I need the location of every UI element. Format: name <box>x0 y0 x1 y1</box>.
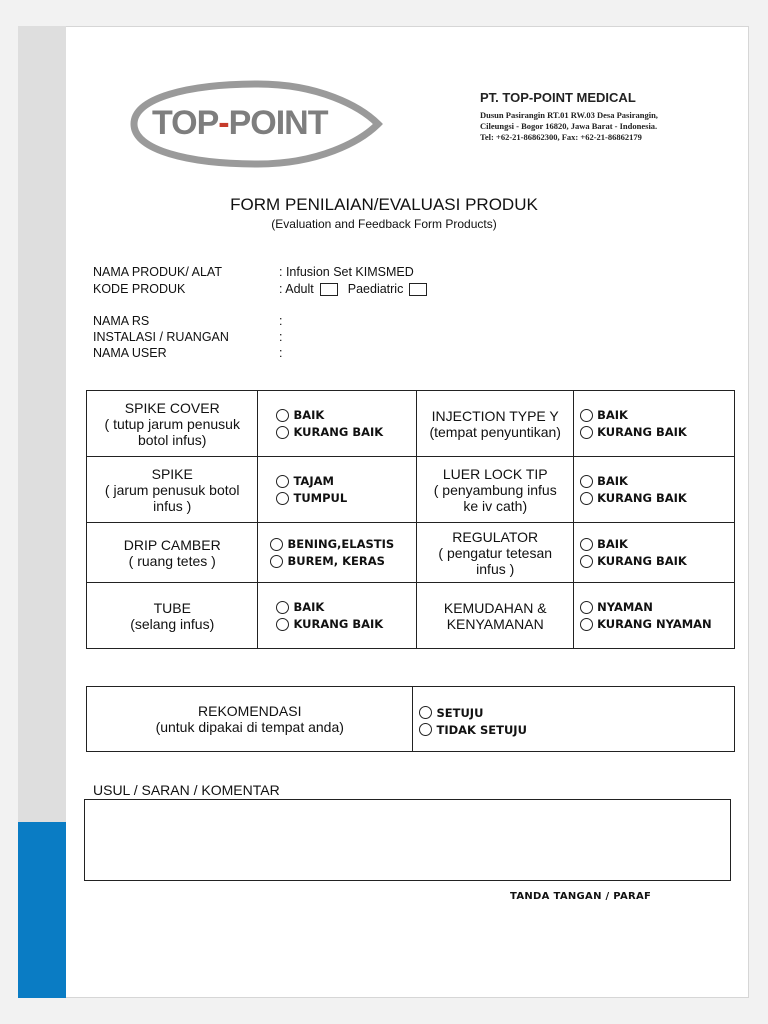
option-label: KURANG BAIK <box>597 554 687 568</box>
instalasi-field[interactable]: : <box>279 330 283 344</box>
criteria-line: DRIP CAMBER <box>123 536 221 553</box>
radio-option[interactable] <box>580 407 734 424</box>
radio-circle-icon[interactable] <box>580 492 593 505</box>
rekomendasi-sublabel: (untuk dipakai di tempat anda) <box>155 719 344 735</box>
criteria-line: (tempat penyuntikan) <box>429 423 561 440</box>
radio-circle-icon[interactable] <box>419 706 432 719</box>
adult-checkbox[interactable] <box>320 283 338 296</box>
criteria-cell <box>87 457 258 523</box>
option-label: TUMPUL <box>293 491 348 505</box>
radio-circle-icon[interactable] <box>276 492 289 505</box>
radio-option[interactable] <box>580 616 734 633</box>
option-label: BAIK <box>293 600 325 614</box>
options-cell <box>258 457 417 523</box>
radio-circle-icon[interactable] <box>580 601 593 614</box>
radio-option[interactable] <box>580 536 734 553</box>
radio-circle-icon[interactable] <box>580 475 593 488</box>
radio-circle-icon[interactable] <box>419 723 432 736</box>
criteria-line: infus ) <box>476 560 515 577</box>
side-bar-gray <box>18 26 66 822</box>
criteria-line: LUER LOCK TIP <box>442 465 548 482</box>
option-label: KURANG NYAMAN <box>597 617 712 631</box>
option-label: BAIK <box>597 474 628 488</box>
criteria-line: botol infus) <box>137 431 207 448</box>
radio-circle-icon[interactable] <box>580 538 593 551</box>
option-label: NYAMAN <box>597 600 653 614</box>
company-info <box>480 90 680 143</box>
company-name: PT. TOP-POINT MEDICAL <box>480 90 636 105</box>
criteria-cell <box>87 391 258 457</box>
criteria-line: ( jarum penusuk botol <box>104 481 240 498</box>
option-label: BENING,ELASTIS <box>287 537 395 551</box>
kode-produk-options <box>279 282 437 296</box>
criteria-cell <box>87 523 258 583</box>
logo-wordmark: TOP-POINT <box>152 104 328 142</box>
contact-line: Tel: +62-21-86862300, Fax: +62-21-86862179 <box>480 132 642 142</box>
criteria-line: infus ) <box>153 497 192 514</box>
nama-user-label: NAMA USER <box>93 346 167 360</box>
nama-produk-label: NAMA PRODUK/ ALAT <box>93 265 222 279</box>
rekomendasi-options <box>413 687 735 752</box>
criteria-line: INJECTION TYPE Y <box>431 407 559 424</box>
rekomendasi-table <box>86 686 735 752</box>
criteria-cell <box>417 583 574 649</box>
adult-label: : Adult <box>279 282 314 296</box>
radio-option[interactable] <box>580 473 734 490</box>
criteria-line: ( pengatur tetesan <box>438 544 553 561</box>
kode-produk-label: KODE PRODUK <box>93 282 186 296</box>
radio-circle-icon[interactable] <box>276 426 289 439</box>
evaluation-row <box>87 457 735 523</box>
option-label: BAIK <box>597 408 628 422</box>
komentar-textarea[interactable] <box>84 799 731 881</box>
address-line: Cileungsi - Bogor 16820, Jawa Barat - Indonesia. <box>480 121 658 131</box>
criteria-line: SPIKE <box>151 465 193 482</box>
criteria-line: (selang infus) <box>130 615 215 632</box>
options-cell <box>574 523 735 583</box>
option-label: BUREM, KERAS <box>287 554 385 568</box>
rekomendasi-criteria <box>87 687 413 752</box>
radio-option[interactable] <box>276 599 416 616</box>
options-cell <box>574 583 735 649</box>
options-cell <box>574 457 735 523</box>
radio-option[interactable] <box>270 553 416 570</box>
radio-option[interactable] <box>419 704 734 721</box>
criteria-cell <box>417 391 574 457</box>
option-label: KURANG BAIK <box>597 425 687 439</box>
option-label: KURANG BAIK <box>293 617 384 631</box>
evaluation-row <box>87 583 735 649</box>
criteria-line: KENYAMANAN <box>446 615 544 632</box>
radio-option[interactable] <box>276 490 416 507</box>
criteria-line: SPIKE COVER <box>124 399 220 416</box>
criteria-cell <box>417 457 574 523</box>
option-label: TAJAM <box>293 474 334 488</box>
options-cell <box>574 391 735 457</box>
radio-circle-icon[interactable] <box>270 538 283 551</box>
radio-option[interactable] <box>580 424 734 441</box>
radio-option[interactable] <box>276 407 416 424</box>
usul-label: USUL / SARAN / KOMENTAR <box>93 782 280 798</box>
options-cell <box>258 583 417 649</box>
criteria-line: ke iv cath) <box>463 497 528 514</box>
radio-circle-icon[interactable] <box>580 555 593 568</box>
criteria-line: ( tutup jarum penusuk <box>104 415 240 432</box>
criteria-cell <box>87 583 258 649</box>
criteria-cell <box>417 523 574 583</box>
paediatric-label: Paediatric <box>347 282 404 296</box>
option-label: SETUJU <box>436 705 484 720</box>
paediatric-checkbox[interactable] <box>409 283 427 296</box>
rekomendasi-label: REKOMENDASI <box>198 703 302 719</box>
radio-circle-icon[interactable] <box>276 475 289 488</box>
address-line: Dusun Pasirangin RT.01 RW.03 Desa Pasirangin, <box>480 110 658 120</box>
radio-circle-icon[interactable] <box>276 618 289 631</box>
criteria-line: TUBE <box>153 599 191 616</box>
criteria-line: ( penyambung infus <box>433 481 557 498</box>
radio-option[interactable] <box>580 490 734 507</box>
side-bar-blue <box>18 822 66 998</box>
radio-option[interactable] <box>276 424 416 441</box>
radio-circle-icon[interactable] <box>580 409 593 422</box>
radio-option[interactable] <box>276 616 416 633</box>
radio-circle-icon[interactable] <box>270 555 283 568</box>
radio-circle-icon[interactable] <box>276 409 289 422</box>
radio-option[interactable] <box>270 536 416 553</box>
nama-user-field[interactable]: : <box>279 346 283 360</box>
option-label: TIDAK SETUJU <box>436 722 527 737</box>
option-label: BAIK <box>597 537 628 551</box>
form-subtitle: (Evaluation and Feedback Form Products) <box>271 217 497 231</box>
radio-option[interactable] <box>276 473 416 490</box>
radio-circle-icon[interactable] <box>276 601 289 614</box>
criteria-line: REGULATOR <box>452 528 539 545</box>
nama-rs-field[interactable]: : <box>279 314 283 328</box>
evaluation-table <box>86 390 735 649</box>
evaluation-row <box>87 391 735 457</box>
criteria-line: KEMUDAHAN & <box>443 599 547 616</box>
options-cell <box>258 391 417 457</box>
option-label: BAIK <box>293 408 325 422</box>
company-address <box>480 110 680 143</box>
signature-label: TANDA TANGAN / PARAF <box>510 891 652 902</box>
radio-circle-icon[interactable] <box>580 618 593 631</box>
radio-option[interactable] <box>419 721 734 738</box>
nama-rs-label: NAMA RS <box>93 314 150 328</box>
form-title: FORM PENILAIAN/EVALUASI PRODUK <box>230 195 538 214</box>
instalasi-label: INSTALASI / RUANGAN <box>93 330 229 344</box>
option-label: KURANG BAIK <box>293 425 384 439</box>
options-cell <box>258 523 417 583</box>
radio-circle-icon[interactable] <box>580 426 593 439</box>
evaluation-row <box>87 523 735 583</box>
criteria-line: ( ruang tetes ) <box>128 552 216 569</box>
nama-produk-value: : Infusion Set KIMSMED <box>279 265 414 279</box>
radio-option[interactable] <box>580 553 734 570</box>
radio-option[interactable] <box>580 599 734 616</box>
option-label: KURANG BAIK <box>597 491 687 505</box>
